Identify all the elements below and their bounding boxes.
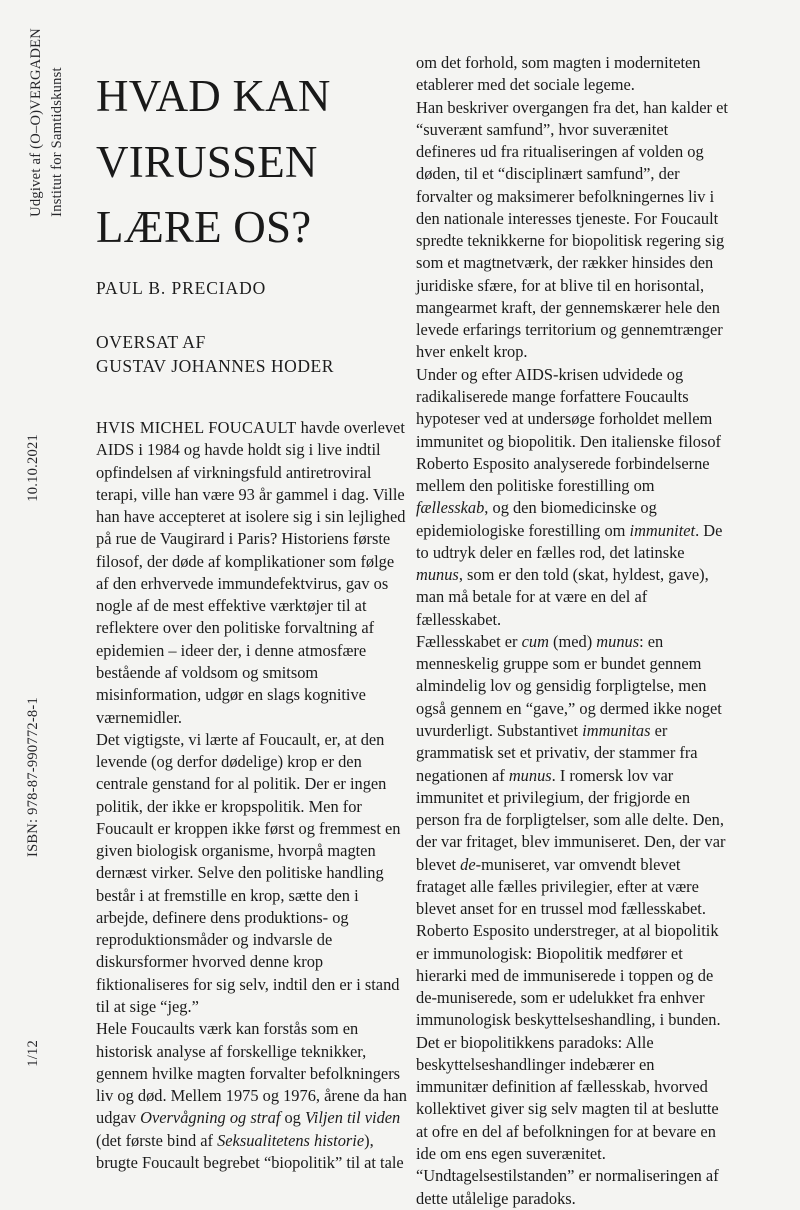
paragraph-2: Det vigtigste, vi lærte af Foucault, er, at den levende (og derfor dødelige) krop er den centrale genstand for al politik. Der er ingen politik, der ikke er kropspolitik. Men for Foucault er kroppen ikke først og fremmest en given biologisk organisme, hvorpå magten dernæst virker. Selve den politiske handling består i at fremstille en krop, sætte den i arbejde, definere dens produktions- og reproduktionsmåder og indvarsle de diskursformer hvorved denne krop fiktionaliseres for sig selv, indtil den er i stand til at sige “jeg.” [96,729,401,1016]
paragraph-5-d: , som er den told (skat, hyldest, gave), man må betale for at være en del af fællesskabet. [416,565,709,629]
paragraph-1-rest: havde overlevet AIDS i 1984 og havde holdt sig i live indtil opfindelsen af virkningsfuld antiretroviral terapi, ville han være 93 år gammel i dag. Ville han have accepteret at isolere sig i sin lejlighed på rue de Vaugirard i Paris? Historiens første filosof, der døde af komplikationer som følge af den erhvervede immundefektvirus, gav os nogle af de mest effektive værktøjer til at reflektere over den politiske forvaltning af epidemien – ideer der, i denne atmosfære bestående af voldsom og smitsom misinformation, udgør en slags kognitive værnemidler. [96,418,406,727]
term-immunitas: immunitas [582,720,651,740]
page-indicator: 1/12 [25,1040,41,1067]
term-munus-1: munus [416,565,459,585]
term-immunitet: immunitet [629,520,696,540]
paragraph-3-d: ), brugte Foucault begrebet “biopolitik” til at tale [96,1130,404,1172]
title-line-2: VIRUSSEN [96,136,318,187]
author-byline: PAUL B. PRECIADO [96,278,267,299]
paragraph-3-continued: om det forhold, som magten i moderniteten etablerer med det sociale legeme. [416,53,701,95]
paragraph-6-f: -muniseret, var omvendt blevet frataget alle fælles privilegier, efter at være blevet anset for en trussel mod fællesskabet. [416,854,706,919]
paragraph-7: Roberto Esposito understreger, at al biopolitik er immunologisk: Biopolitik medfører et hierarki med de immuniserede i toppen og de de-muniserede, som er udelukket fra enhver immunologisk beskyttelseshandling, i bunden. Det er biopolitikkens paradoks: Alle beskyttelseshandlinger indebærer en immunitær definition af fællesskab, hvorved kollektivet giver sig selv magten til at beslutte at ofre en del af befolkningen for at bevare en ide om ens egen suverænitet. “Undtagelsestilstanden” er normaliseringen af dette utålelige paradoks. [416,921,721,1208]
paragraph-6 [416,631,728,920]
paragraph-6-d: er grammatisk set et privativ, der stammer fra negationen af [416,720,698,785]
paragraph-5-b: , og den biomedicinske og epidemiologiske forestilling om [416,498,657,540]
imprint-publisher: Udgivet af (O–O)VERGADEN [28,28,44,217]
paragraph-5 [416,364,728,631]
isbn-number: ISBN: 978-87-990772-8-1 [25,697,41,858]
paragraph-6-e: . I romersk lov var immunitet et privilegium, der frigjorde en person fra de forpligtelser, som alle delte. Den, der var fritaget, blev immuniseret. Den, der var blevet [416,765,726,874]
paragraph-5-c: . De to udtryk deler en fælles rod, det latinske [416,520,723,562]
title-line-1: HVAD KAN [96,71,331,121]
paragraph-6-c: : en menneskelig gruppe som er bundet gennem almindelig lov og gensidig forpligtelse, men også gennem en “gave,” og dermed ikke noget uvurderligt. Substantivet [416,631,722,740]
term-faellesskab: fællesskab [416,498,485,518]
paragraph-1 [96,417,408,729]
body-text-left [96,417,408,1174]
term-cum: cum [521,631,549,651]
book-title-viljen: Viljen til viden [304,1108,401,1128]
term-de-prefix: de [460,854,476,874]
paragraph-3-c: (det første bind af [96,1130,218,1150]
publication-date: 10.10.2021 [25,434,41,502]
page-title [96,0,408,261]
book-title-overvaagning: Overvågning og straf [140,1108,281,1128]
imprint-block [26,28,68,217]
book-title-seksualitetens: Seksualitetens historie [217,1130,365,1150]
title-line-3: LÆRE OS? [96,202,312,253]
paragraph-3-b: og [280,1108,305,1128]
paragraph-6-b: (med) [548,631,597,651]
vertical-metadata-rail [0,0,86,1133]
column-right [416,0,728,1210]
term-munus-2: munus [596,631,640,651]
translator-name: GUSTAV JOHANNES HODER [96,355,334,376]
body-text-right [416,52,728,1210]
translator-label: OVERSAT AF [96,331,206,352]
translator-credit [96,330,408,378]
lead-in-caps: HVIS MICHEL FOUCAULT [96,418,297,438]
imprint-institution: Institut for Samtidskunst [49,67,66,217]
paragraph-3-a: Hele Foucaults værk kan forstås som en historisk analyse af forskellige teknikker, gennem hvilke magten forvalter befolkningers liv og død. Mellem 1975 og 1976, årene da han udgav [96,1019,407,1128]
column-left [96,0,408,1174]
term-munus-3: munus [508,765,552,785]
paragraph-4: Han beskriver overgangen fra det, han kalder et “suverænt samfund”, hvor suverænitet defineres ud fra ritualiseringen af volden og døden, til et “disciplinært samfund”, der forvalter og maksimerer befolkningernes liv i den nationale interesses tjeneste. For Foucault spredte teknikkerne for biopolitisk regering sig som et magtnetværk, der rækker hinsides den juridiske sfære, for at blive til en horisontal, mangearmet kraft, der gennemskærer hele den levede erfarings territorium og gennemtrænger hver enkelt krop. [416,97,728,362]
paragraph-5-a: Under og efter AIDS-krisen udvidede og radikaliserede mange forfattere Foucaults hypoteser ved at undersøge forholdet mellem immunitet og biopolitik. Den italienske filosof Roberto Esposito analyserede forbindelserne mellem den politiske forestilling om [416,364,722,496]
article-content [86,0,800,1208]
paragraph-6-a: Fællesskabet er [416,631,522,651]
paragraph-3 [96,1018,408,1174]
